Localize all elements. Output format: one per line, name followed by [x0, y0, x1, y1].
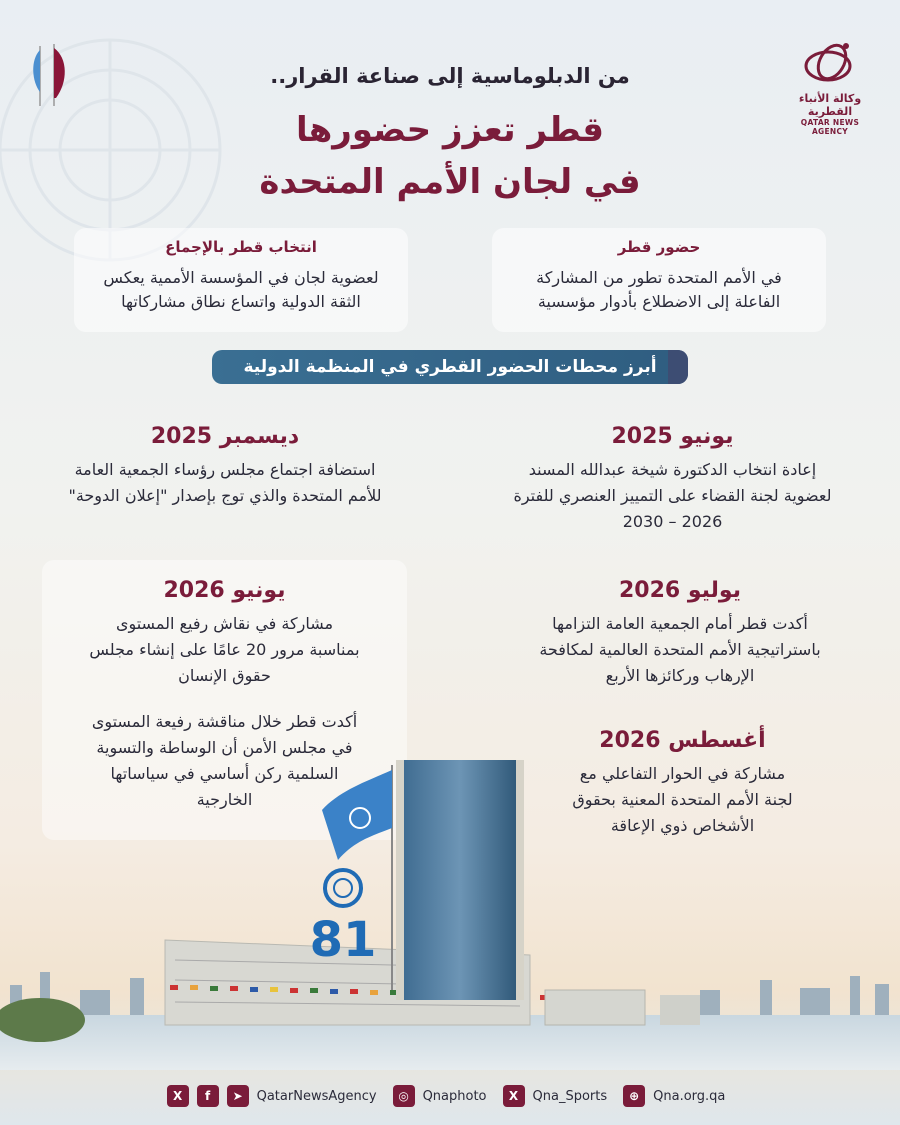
un-headquarters-illustration: [0, 740, 900, 1070]
handle-qnaphoto[interactable]: Qnaphoto: [422, 1088, 487, 1104]
section-title-pill: أبرز محطات الحضور القطري في المنظمة الدولية: [212, 350, 688, 384]
timeline-line: استضافة اجتماع مجلس رؤساء الجمعية العامة: [74, 460, 376, 479]
timeline-line: الخارجية: [196, 790, 253, 809]
un-81-number: 81: [309, 912, 377, 968]
timeline-line: أكدت قطر خلال مناقشة رفيعة المستوى: [91, 712, 358, 731]
card-body-line: الفاعلة إلى الاضطلاع بأدوار مؤسسية: [537, 292, 781, 311]
facebook-icon[interactable]: f: [197, 1085, 219, 1107]
timeline-line: باستراتيجية الأمم المتحدة العالمية لمكافحة: [539, 640, 821, 659]
timeline-line: لجنة الأمم المتحدة المعنية بحقوق: [572, 790, 793, 809]
main-title-line2: في لجان الأمم المتحدة: [259, 162, 641, 202]
logo-english-text: QATAR NEWS AGENCY: [800, 118, 860, 136]
timeline-line: لعضوية لجنة القضاء على التمييز العنصري للفترة: [513, 486, 832, 505]
social-footer: [0, 1078, 900, 1114]
kicker-title: من الدبلوماسية إلى صناعة القرار..: [270, 64, 630, 88]
logo-arabic-text: وكالة الأنباء القطرية: [798, 92, 862, 118]
timeline-line: السلمية ركن أساسي في سياساتها: [110, 764, 339, 783]
website-icon[interactable]: ⊕: [623, 1085, 645, 1107]
instagram-icon[interactable]: ◎: [393, 1085, 415, 1107]
timeline-june-2025: [475, 424, 870, 535]
timeline-line: مشاركة في نقاش رفيع المستوى: [115, 614, 334, 633]
card-body-line: في الأمم المتحدة تطور من المشاركة: [536, 268, 782, 287]
timeline-line: بمناسبة مرور 20 عامًا على إنشاء مجلس: [89, 640, 360, 659]
qna-logo-icon: [802, 40, 858, 84]
timeline-line: في مجلس الأمن أن الوساطة والتسوية: [96, 738, 353, 757]
handle-website[interactable]: Qna.org.qa: [653, 1088, 726, 1104]
timeline-line: حقوق الإنسان: [178, 666, 271, 685]
card-qatar-election: [74, 228, 408, 332]
timeline-line: إعادة انتخاب الدكتورة شيخة عبدالله المسند: [528, 460, 817, 479]
timeline-date: ديسمبر 2025: [150, 424, 300, 449]
timeline-line: الأشخاص ذوي الإعاقة: [610, 816, 755, 835]
flags-icon: [28, 42, 72, 108]
timeline-date: يوليو 2026: [619, 578, 741, 603]
timeline-date: يونيو 2026: [163, 578, 286, 603]
handle-qna-sports[interactable]: Qna_Sports: [532, 1088, 608, 1104]
card-title: انتخاب قطر بالإجماع: [165, 238, 317, 256]
card-body-line: الثقة الدولية واتساع نطاق مشاركاتها: [121, 292, 361, 311]
timeline-date: أغسطس 2026: [599, 728, 766, 753]
card-title: حضور قطر: [617, 238, 701, 256]
timeline-line: أكدت قطر أمام الجمعية العامة التزامها: [552, 614, 808, 633]
x-icon[interactable]: X: [167, 1085, 189, 1107]
timeline-line: مشاركة في الحوار التفاعلي مع: [579, 764, 786, 783]
timeline-date: يونيو 2025: [611, 424, 734, 449]
timeline-line: 2026 – 2030: [622, 512, 723, 531]
handle-qatarnewsagency[interactable]: QatarNewsAgency: [256, 1088, 377, 1104]
section-pill-tab: [668, 350, 688, 384]
timeline-line: للأمم المتحدة والذي توج بإصدار "إعلان الدوحة": [68, 486, 382, 505]
x-sports-icon[interactable]: X: [503, 1085, 525, 1107]
card-qatar-presence: [492, 228, 826, 332]
main-title-line1: قطر تعزز حضورها: [295, 110, 605, 150]
timeline-dec-2025: [30, 424, 420, 509]
timeline-line: الإرهاب وركائزها الأربع: [605, 666, 755, 685]
timeline-july-2026: [480, 578, 880, 689]
telegram-icon[interactable]: ➤: [227, 1085, 249, 1107]
card-body-line: لعضوية لجان في المؤسسة الأممية يعكس: [103, 268, 379, 287]
